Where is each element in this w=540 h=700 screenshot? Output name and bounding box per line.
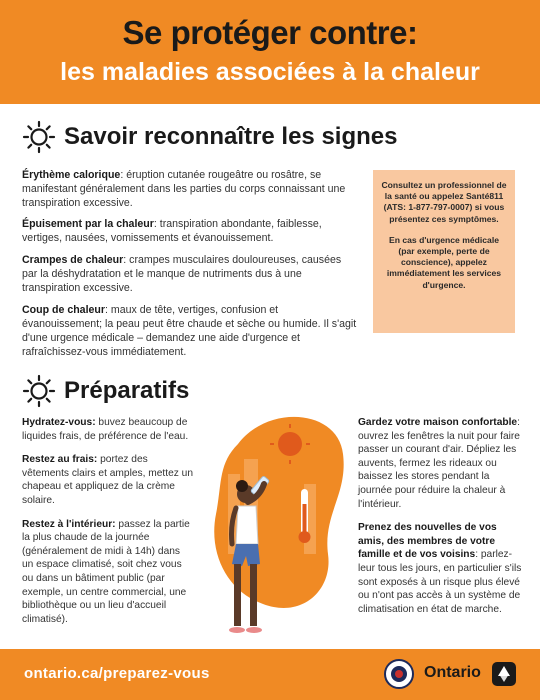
prep-item-stay-cool — [22, 453, 194, 507]
sign-text: : transpiration abondante, faiblesse, vertiges, nausées, vomissements et évanouissement. — [22, 218, 322, 244]
prep-text: passez la partie la plus chaude de la journée (généralement de midi à 14h) dans un espace climatisé, soit chez vous ou dans un bâtiment public (par exemple, un centre commercial, une bibliothèque ou un lieu d'accueil climatisé). — [22, 518, 190, 625]
sun-icon — [22, 374, 56, 408]
footer-url-link[interactable]: ontario.ca/preparez-vous — [24, 665, 210, 682]
callout-text-1: Consultez un professionnel de la santé ou appelez Santé811 (ATS: 1-877-797-0007) si vous présentez ces symptômes. — [381, 180, 507, 224]
header-banner — [0, 0, 540, 104]
section-signs-heading — [22, 120, 397, 154]
ontario-trillium-logo-icon — [492, 662, 516, 686]
prep-item-stay-inside — [22, 518, 194, 627]
sign-term: Érythème calorique — [22, 169, 121, 181]
sign-term: Coup de chaleur — [22, 304, 105, 316]
sign-text: : maux de tête, vertiges, confusion et évanouissement; la peau peut être chaude et sèche ou humide. Il s'agit d'une urgence médicale – demandez une aide d'urgence et rafraîchissez-vous immédiatement. — [22, 304, 357, 358]
sign-item-exhaustion — [22, 217, 358, 245]
medical-advice-callout — [373, 170, 515, 333]
prep-term: Restez à l'intérieur: — [22, 518, 116, 530]
sign-text: : éruption cutanée rougeâtre ou rosâtre, se manifestant généralement dans les parties du corps connaissant une transpiration excessive. — [22, 169, 346, 209]
title-line-1: Se protéger contre: — [122, 14, 418, 51]
section-prep-title: Préparatifs — [64, 377, 190, 404]
section-signs-title: Savoir reconnaître les signes — [64, 123, 398, 150]
prep-item-hydrate — [22, 416, 194, 443]
prep-text: portez des vêtements clairs et amples, mettez un chapeau et appliquez de la crème solaire. — [22, 454, 193, 506]
prep-left-column — [22, 416, 194, 626]
prep-text: : ouvrez les fenêtres la nuit pour faire passer un courant d'air. Dépliez les auvents, fermez les rideaux ou baissez les stores pendant la journée pour réduire la chaleur à l'intérieur. — [358, 417, 520, 510]
prep-item-check-in — [358, 521, 524, 616]
ontario-wordmark: Ontario — [424, 664, 481, 681]
sun-icon — [22, 120, 56, 154]
section-prep-heading — [22, 374, 189, 408]
sign-item-heat-rash — [22, 168, 358, 210]
prep-text: buvez beaucoup de liquides frais, de préférence de l'eau. — [22, 417, 189, 442]
sign-text: : crampes musculaires douloureuses, causées par la déshydratation et le manque de nutriments dus à une transpiration excessive. — [22, 254, 342, 294]
footer-banner — [0, 649, 540, 700]
sign-term: Épuisement par la chaleur — [22, 218, 154, 230]
title-line-2: les maladies associées à la chaleur — [60, 58, 480, 86]
sign-item-cramps — [22, 253, 358, 295]
prep-right-column — [358, 416, 524, 616]
callout-text-2: En cas d'urgence médicale (par exemple, perte de conscience), appelez immédiatement les services d'urgence. — [386, 234, 502, 290]
sign-term: Crampes de chaleur — [22, 254, 124, 266]
public-health-seal-icon — [384, 659, 414, 689]
prep-text: : parlez-leur tous les jours, en particulier s'ils sont exposés à un risque plus élevé ou n'ont pas accès à un système de climatisation en état de marche. — [358, 549, 522, 615]
prep-term: Hydratez-vous: — [22, 417, 96, 428]
woman-drinking-water-illustration — [208, 404, 348, 644]
sign-item-heat-stroke — [22, 303, 358, 359]
prep-term: Gardez votre maison confortable — [358, 417, 518, 428]
prep-item-home — [358, 416, 524, 511]
prep-term: Restez au frais: — [22, 454, 98, 466]
prep-term: Prenez des nouvelles de vos amis, des membres de votre famille et de vos voisins — [358, 522, 497, 561]
